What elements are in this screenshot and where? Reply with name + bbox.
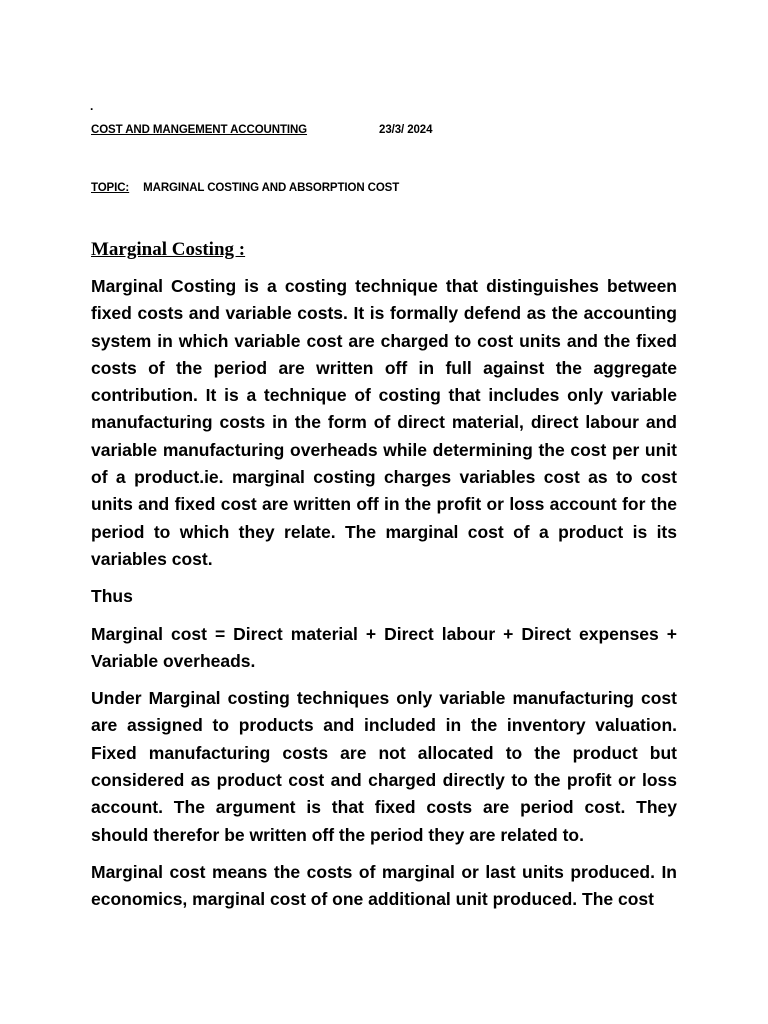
bullet-marker: .: [90, 99, 94, 113]
paragraph-definition: Marginal Costing is a costing technique that distinguishes between fixed costs and variable costs. It is formally defend as the accounting system in which variable cost are charged to cost units and the fixed costs of the period are written off in full against the aggregate contribution. It is a technique of costing that includes only variable manufacturing costs in the form of direct material, direct labour and variable manufacturing overheads while determining the cost per unit of a product.ie. marginal costing charges variables cost as to cost units and fixed cost are written off in the profit or loss account for the period to which they relate. The marginal cost of a product is its variables cost.: [91, 276, 677, 569]
topic-label: TOPIC:: [91, 182, 130, 194]
section-heading: Marginal Costing :: [91, 239, 246, 260]
body-text: [91, 273, 677, 914]
paragraph-thus: Thus: [91, 586, 133, 607]
paragraph-formula: Marginal cost = Direct material + Direct labour + Direct expenses + Variable overheads.: [91, 623, 677, 671]
course-title: COST AND MANGEMENT ACCOUNTING: [91, 124, 308, 136]
topic-line: [91, 182, 399, 194]
paragraph-inventory: Under Marginal costing techniques only variable manufacturing cost are assigned to products and included in the inventory valuation. Fixed manufacturing costs are not allocated to the product but considered as product cost and charged directly to the profit or loss account. The argument is that fixed costs are period cost. They should therefor be written off the period they are related to.: [91, 688, 677, 845]
course-date: 23/3/ 2024: [379, 124, 433, 136]
topic-value: MARGINAL COSTING AND ABSORPTION COST: [143, 182, 400, 194]
course-header: [91, 124, 432, 136]
paragraph-marginal-cost: Marginal cost means the costs of marginal or last units produced. In economics, marginal cost of one additional unit produced. The cost: [91, 861, 677, 910]
